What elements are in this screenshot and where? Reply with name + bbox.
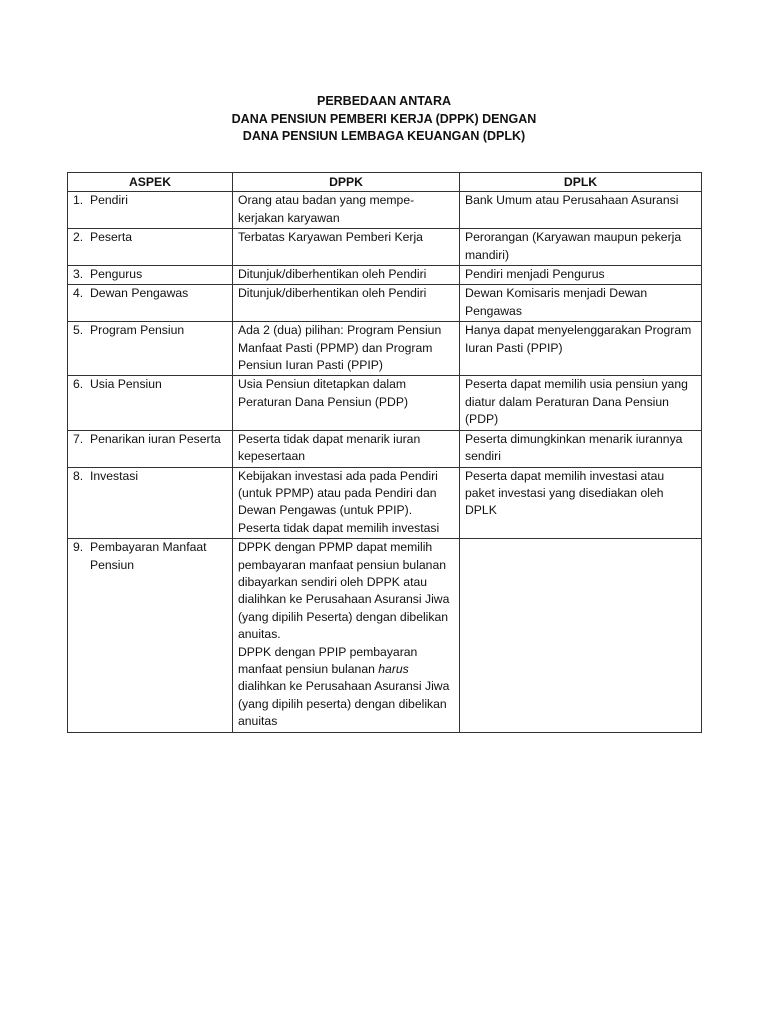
table-row: [68, 467, 702, 539]
table-row: [68, 266, 702, 285]
dplk-cell: Hanya dapat menyelenggarakan Program Iuran Pasti (PPIP): [460, 322, 702, 376]
dppk-ppip-emphasis: harus: [378, 661, 409, 676]
dppk-ppip-text-post: dialihkan ke Perusahaan Asuransi Jiwa (yang dipilih peserta) dengan dibelikan anuitas: [238, 679, 450, 729]
title-line-2: DANA PENSIUN PEMBERI KERJA (DPPK) DENGAN: [231, 111, 537, 126]
aspek-label: Pembayaran Manfaat Pensiun: [90, 540, 207, 572]
aspek-cell: [68, 467, 233, 539]
dppk-cell: Usia Pensiun ditetapkan dalam Peraturan Dana Pensiun (PDP): [233, 376, 460, 430]
row-number: 7.: [73, 431, 84, 446]
aspek-cell: [68, 430, 233, 467]
row-number: 5.: [73, 323, 84, 338]
dppk-ppip-text-pre: DPPK dengan PPIP pembayaran manfaat pensiun bulanan: [238, 644, 418, 676]
aspek-cell: [68, 285, 233, 322]
aspek-label: Peserta: [90, 230, 133, 245]
dplk-cell: Bank Umum atau Perusahaan Asuransi: [460, 192, 702, 229]
row-number: 4.: [73, 286, 84, 301]
aspek-label: Program Pensiun: [90, 323, 185, 338]
dplk-cell: Peserta dapat memilih usia pensiun yang diatur dalam Peraturan Dana Pensiun (PDP): [460, 376, 702, 430]
header-dppk: DPPK: [233, 173, 460, 192]
dplk-cell: Dewan Komisaris menjadi Dewan Pengawas: [460, 285, 702, 322]
table-row: [68, 430, 702, 467]
header-dplk: DPLK: [460, 173, 702, 192]
aspek-cell: [68, 539, 233, 732]
table-row: [68, 376, 702, 430]
aspek-cell: [68, 376, 233, 430]
row-number: 6.: [73, 377, 84, 392]
row-number: 3.: [73, 267, 84, 282]
aspek-label: Investasi: [90, 468, 139, 483]
dplk-cell: Pendiri menjadi Pengurus: [460, 266, 702, 285]
dplk-cell: [460, 539, 702, 732]
aspek-label: Usia Pensiun: [90, 377, 162, 392]
dppk-cell: Orang atau badan yang mempe-kerjakan karyawan: [233, 192, 460, 229]
comparison-table: [67, 172, 702, 733]
row-number: 8.: [73, 468, 84, 483]
dplk-cell: Peserta dapat memilih investasi atau paket investasi yang disediakan oleh DPLK: [460, 467, 702, 539]
row-number: 2.: [73, 230, 84, 245]
dppk-cell: Terbatas Karyawan Pemberi Kerja: [233, 229, 460, 266]
dppk-cell: Peserta tidak dapat menarik iuran kepesertaan: [233, 430, 460, 467]
dplk-cell: Peserta dimungkinkan menarik iurannya sendiri: [460, 430, 702, 467]
aspek-label: Penarikan iuran Peserta: [90, 431, 221, 446]
aspek-label: Dewan Pengawas: [90, 286, 189, 301]
aspek-cell: [68, 229, 233, 266]
dppk-ppip-paragraph: [238, 644, 454, 731]
dppk-cell: Ditunjuk/diberhentikan oleh Pendiri: [233, 285, 460, 322]
dppk-cell: [233, 539, 460, 732]
aspek-label: Pendiri: [90, 193, 128, 208]
aspek-cell: [68, 192, 233, 229]
table-header-row: [68, 173, 702, 192]
table-row: [68, 539, 702, 732]
title-line-1: PERBEDAAN ANTARA: [316, 94, 452, 108]
table-row: [68, 192, 702, 229]
dplk-cell: Perorangan (Karyawan maupun pekerja mandiri): [460, 229, 702, 266]
dppk-cell: Ditunjuk/diberhentikan oleh Pendiri: [233, 266, 460, 285]
dppk-ppmp-paragraph: DPPK dengan PPMP dapat memilih pembayaran manfaat pensiun bulanan dibayarkan sendiri oleh DPPK atau dialihkan ke Perusahaan Asuransi Jiwa (yang dipilih Peserta) dengan dibelikan anuitas.: [238, 540, 450, 642]
table-row: [68, 229, 702, 266]
aspek-cell: [68, 322, 233, 376]
header-aspek: ASPEK: [68, 173, 233, 192]
table-row: [68, 285, 702, 322]
title-line-3: DANA PENSIUN LEMBAGA KEUANGAN (DPLK): [242, 129, 526, 143]
aspek-cell: [68, 266, 233, 285]
row-number: 1.: [73, 193, 84, 208]
document-title: [0, 93, 768, 146]
dppk-cell: Ada 2 (dua) pilihan: Program Pensiun Manfaat Pasti (PPMP) dan Program Pensiun Iuran Pasti (PPIP): [233, 322, 460, 376]
table-row: [68, 322, 702, 376]
row-number: 9.: [73, 540, 84, 555]
aspek-label: Pengurus: [90, 267, 143, 282]
dppk-cell: Kebijakan investasi ada pada Pendiri (untuk PPMP) atau pada Pendiri dan Dewan Pengawas (untuk PPIP). Peserta tidak dapat memilih investasi: [233, 467, 460, 539]
